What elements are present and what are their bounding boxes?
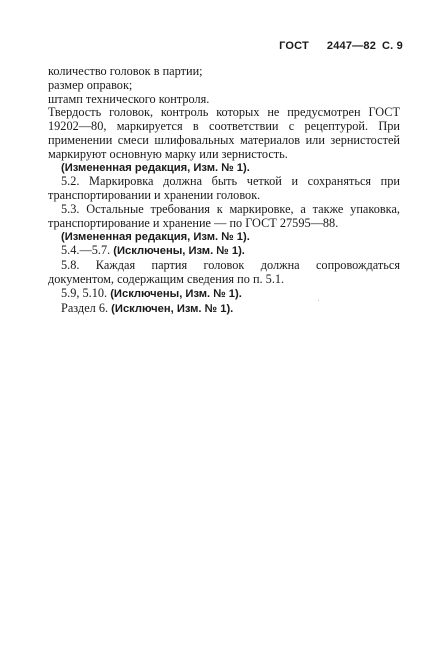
amendment-note-2: (Измененная редакция, Изм. № 1). [61, 230, 250, 243]
paragraph-5-3: 5.3. Остальные требования к маркировке, а также упаковка, транспортирование и хранение — по ГОСТ 27595—88. [48, 201, 400, 230]
scan-speck [318, 300, 319, 301]
clause-number-5-9-5-10: 5.9, 5.10. [61, 285, 108, 300]
clause-number-5-4-5-7: 5.4.—5.7. [61, 243, 111, 258]
excluded-note-5-9-5-10: (Исключены, Изм. № 1). [110, 287, 242, 300]
page-header [279, 40, 403, 52]
paragraph-5-9-5-10 [48, 287, 400, 302]
list-item-mandrel-size: размер оправок; [48, 77, 133, 92]
excluded-note-section-6: (Исключен, Изм. № 1). [111, 302, 234, 315]
paragraph-5-4-5-7 [48, 244, 400, 259]
paragraph-section-6 [48, 302, 400, 317]
amendment-note-1: (Измененная редакция, Изм. № 1). [61, 161, 250, 174]
header-standard: ГОСТ [279, 40, 309, 52]
list-item-inspection-stamp: штамп технического контроля. [48, 91, 210, 106]
section-number-6: Раздел 6. [61, 300, 109, 315]
paragraph-5-2: 5.2. Маркировка должна быть четкой и сохраняться при транспортировании и хранении головок. [48, 174, 400, 203]
header-page-number: С. 9 [382, 40, 403, 52]
paragraph-5-8: 5.8. Каждая партия головок должна сопровождаться документом, содержащим сведения по п. 5.1. [48, 258, 400, 286]
header-standard-number: 2447—82 [326, 40, 377, 52]
excluded-note-5-4-5-7: (Исключены, Изм. № 1). [113, 245, 245, 258]
document-body [48, 65, 400, 316]
list-item-quantity: количество головок в партии; [48, 64, 203, 78]
paragraph-hardness-marking: Твердость головок, контроль которых не предусмотрен ГОСТ 19202—80, маркируется в соответствии с рецептурой. При применении смеси шлифовальных материалов или зернистостей маркируют основную марку или зернистость. [48, 105, 400, 161]
